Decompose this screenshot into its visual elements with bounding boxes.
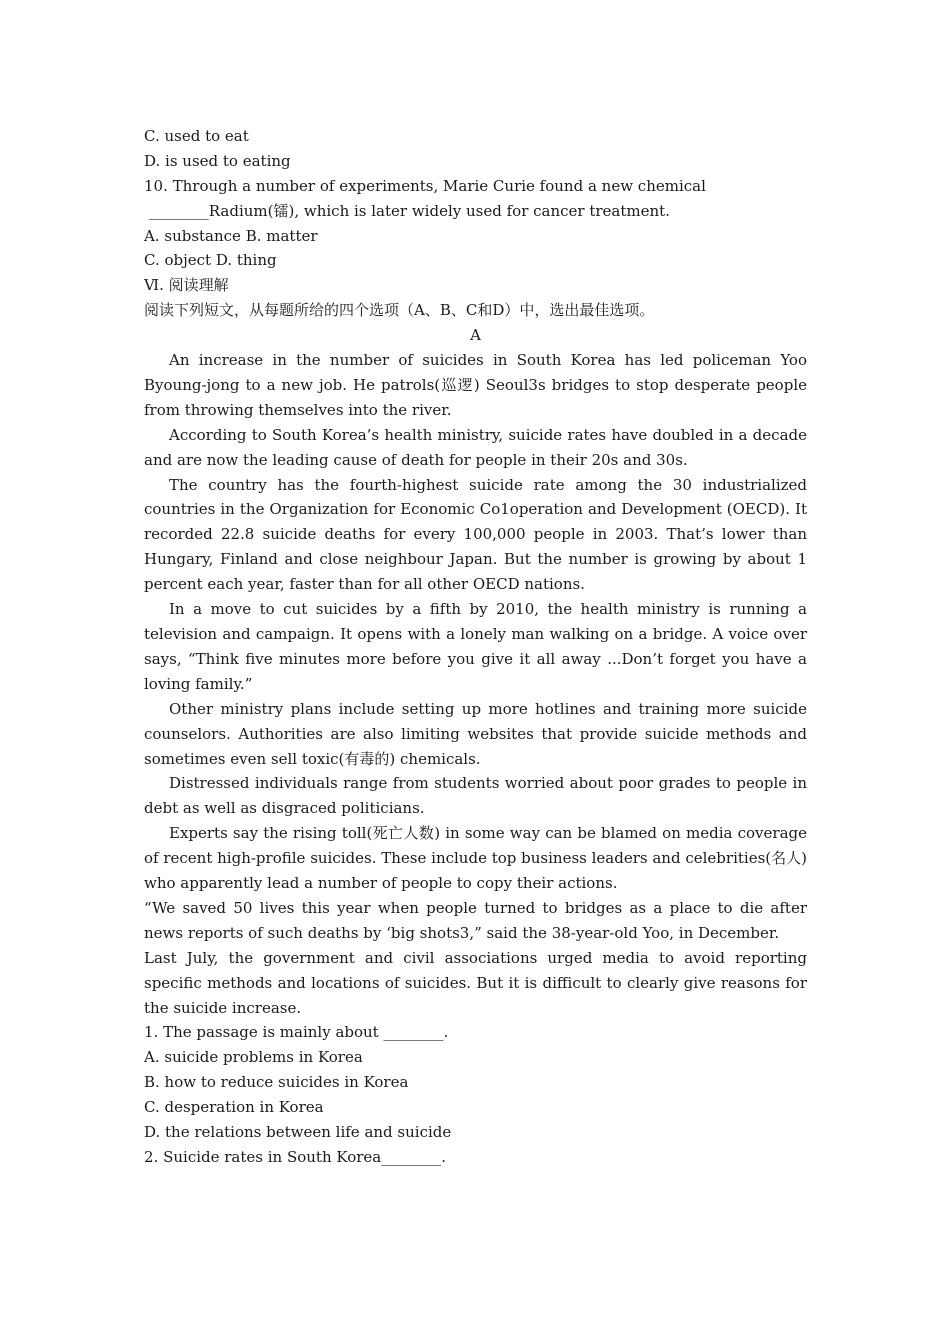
passage-paragraph: “We saved 50 lives this year when people turned to bridges as a place to die after news reports of such deaths by ‘big shots3,” said the 38-year-old Yoo, in December. [144,898,807,942]
passage-paragraph: Experts say the rising toll(死亡人数) in some way can be blamed on media coverage of recent high-profile suicides. These include top business leaders and celebrities(名人) who apparently lead a number of people to copy their actions. [144,824,807,893]
passage-paragraph: Other ministry plans include setting up more hotlines and training more suicide counselors. Authorities are also limiting websites that provide suicide methods and sometimes even sell toxic(有毒的) chemicals. [144,699,807,768]
section-instruction: 阅读下列短文，从每题所给的四个选项（A、B、C和D）中，选出最佳选项。 [144,301,655,320]
prev-option-d: D. is used to eating [144,151,291,170]
section-title: Ⅵ. 阅读理解 [144,276,229,295]
passage-paragraph: In a move to cut suicides by a fifth by 2010, the health ministry is running a television and campaign. It opens with a lonely man walking on a bridge. A voice over says, “Think five minutes more before you give it all away ...Don’t forget you have a loving family.” [144,600,807,693]
question-1-option-a: A. suicide problems in Korea [144,1048,363,1067]
passage-paragraph: The country has the fourth-highest suicide rate among the 30 industrialized countries in the Organization for Economic Co1operation and Development (OECD). It recorded 22.8 suicide deaths for every 100,000 people in 2003. That’s lower than Hungary, Finland and close neighbour Japan. But the number is growing by about 1 percent each year, faster than for all other OECD nations. [144,475,807,594]
passage-paragraph: An increase in the number of suicides in South Korea has led policeman Yoo Byoung-jong to a new job. He patrols(巡逻) Seoul3s bridges to stop desperate people from throwing themselves into the river. [144,351,807,419]
question-2-stem: 2. Suicide rates in South Korea________. [144,1147,446,1166]
question-1-option-c: C. desperation in Korea [144,1098,324,1117]
document-page [144,124,807,1170]
question-10-stem-line1: 10. Through a number of experiments, Marie Curie found a new chemical [144,176,706,195]
question-1-option-b: B. how to reduce suicides in Korea [144,1073,409,1092]
prev-option-c: C. used to eat [144,127,249,145]
passage-paragraph: Distressed individuals range from students worried about poor grades to people in debt as well as disgraced politicians. [144,774,807,818]
question-10-stem-line2: ________Radium(镭), which is later widely used for cancer treatment. [144,201,670,220]
passage-paragraph: According to South Korea’s health ministry, suicide rates have doubled in a decade and are now the leading cause of death for people in their 20s and 30s. [144,425,807,469]
question-1-stem: 1. The passage is mainly about ________. [144,1023,449,1042]
question-1-option-d: D. the relations between life and suicide [144,1123,452,1142]
question-10-option-cd: C. object D. thing [144,251,277,270]
passage-label: A [470,326,481,345]
question-10-option-ab: A. substance B. matter [144,226,318,245]
passage-paragraph: Last July, the government and civil associations urged media to avoid reporting specific methods and locations of suicides. But it is difficult to clearly give reasons for the suicide increase. [144,948,807,1017]
